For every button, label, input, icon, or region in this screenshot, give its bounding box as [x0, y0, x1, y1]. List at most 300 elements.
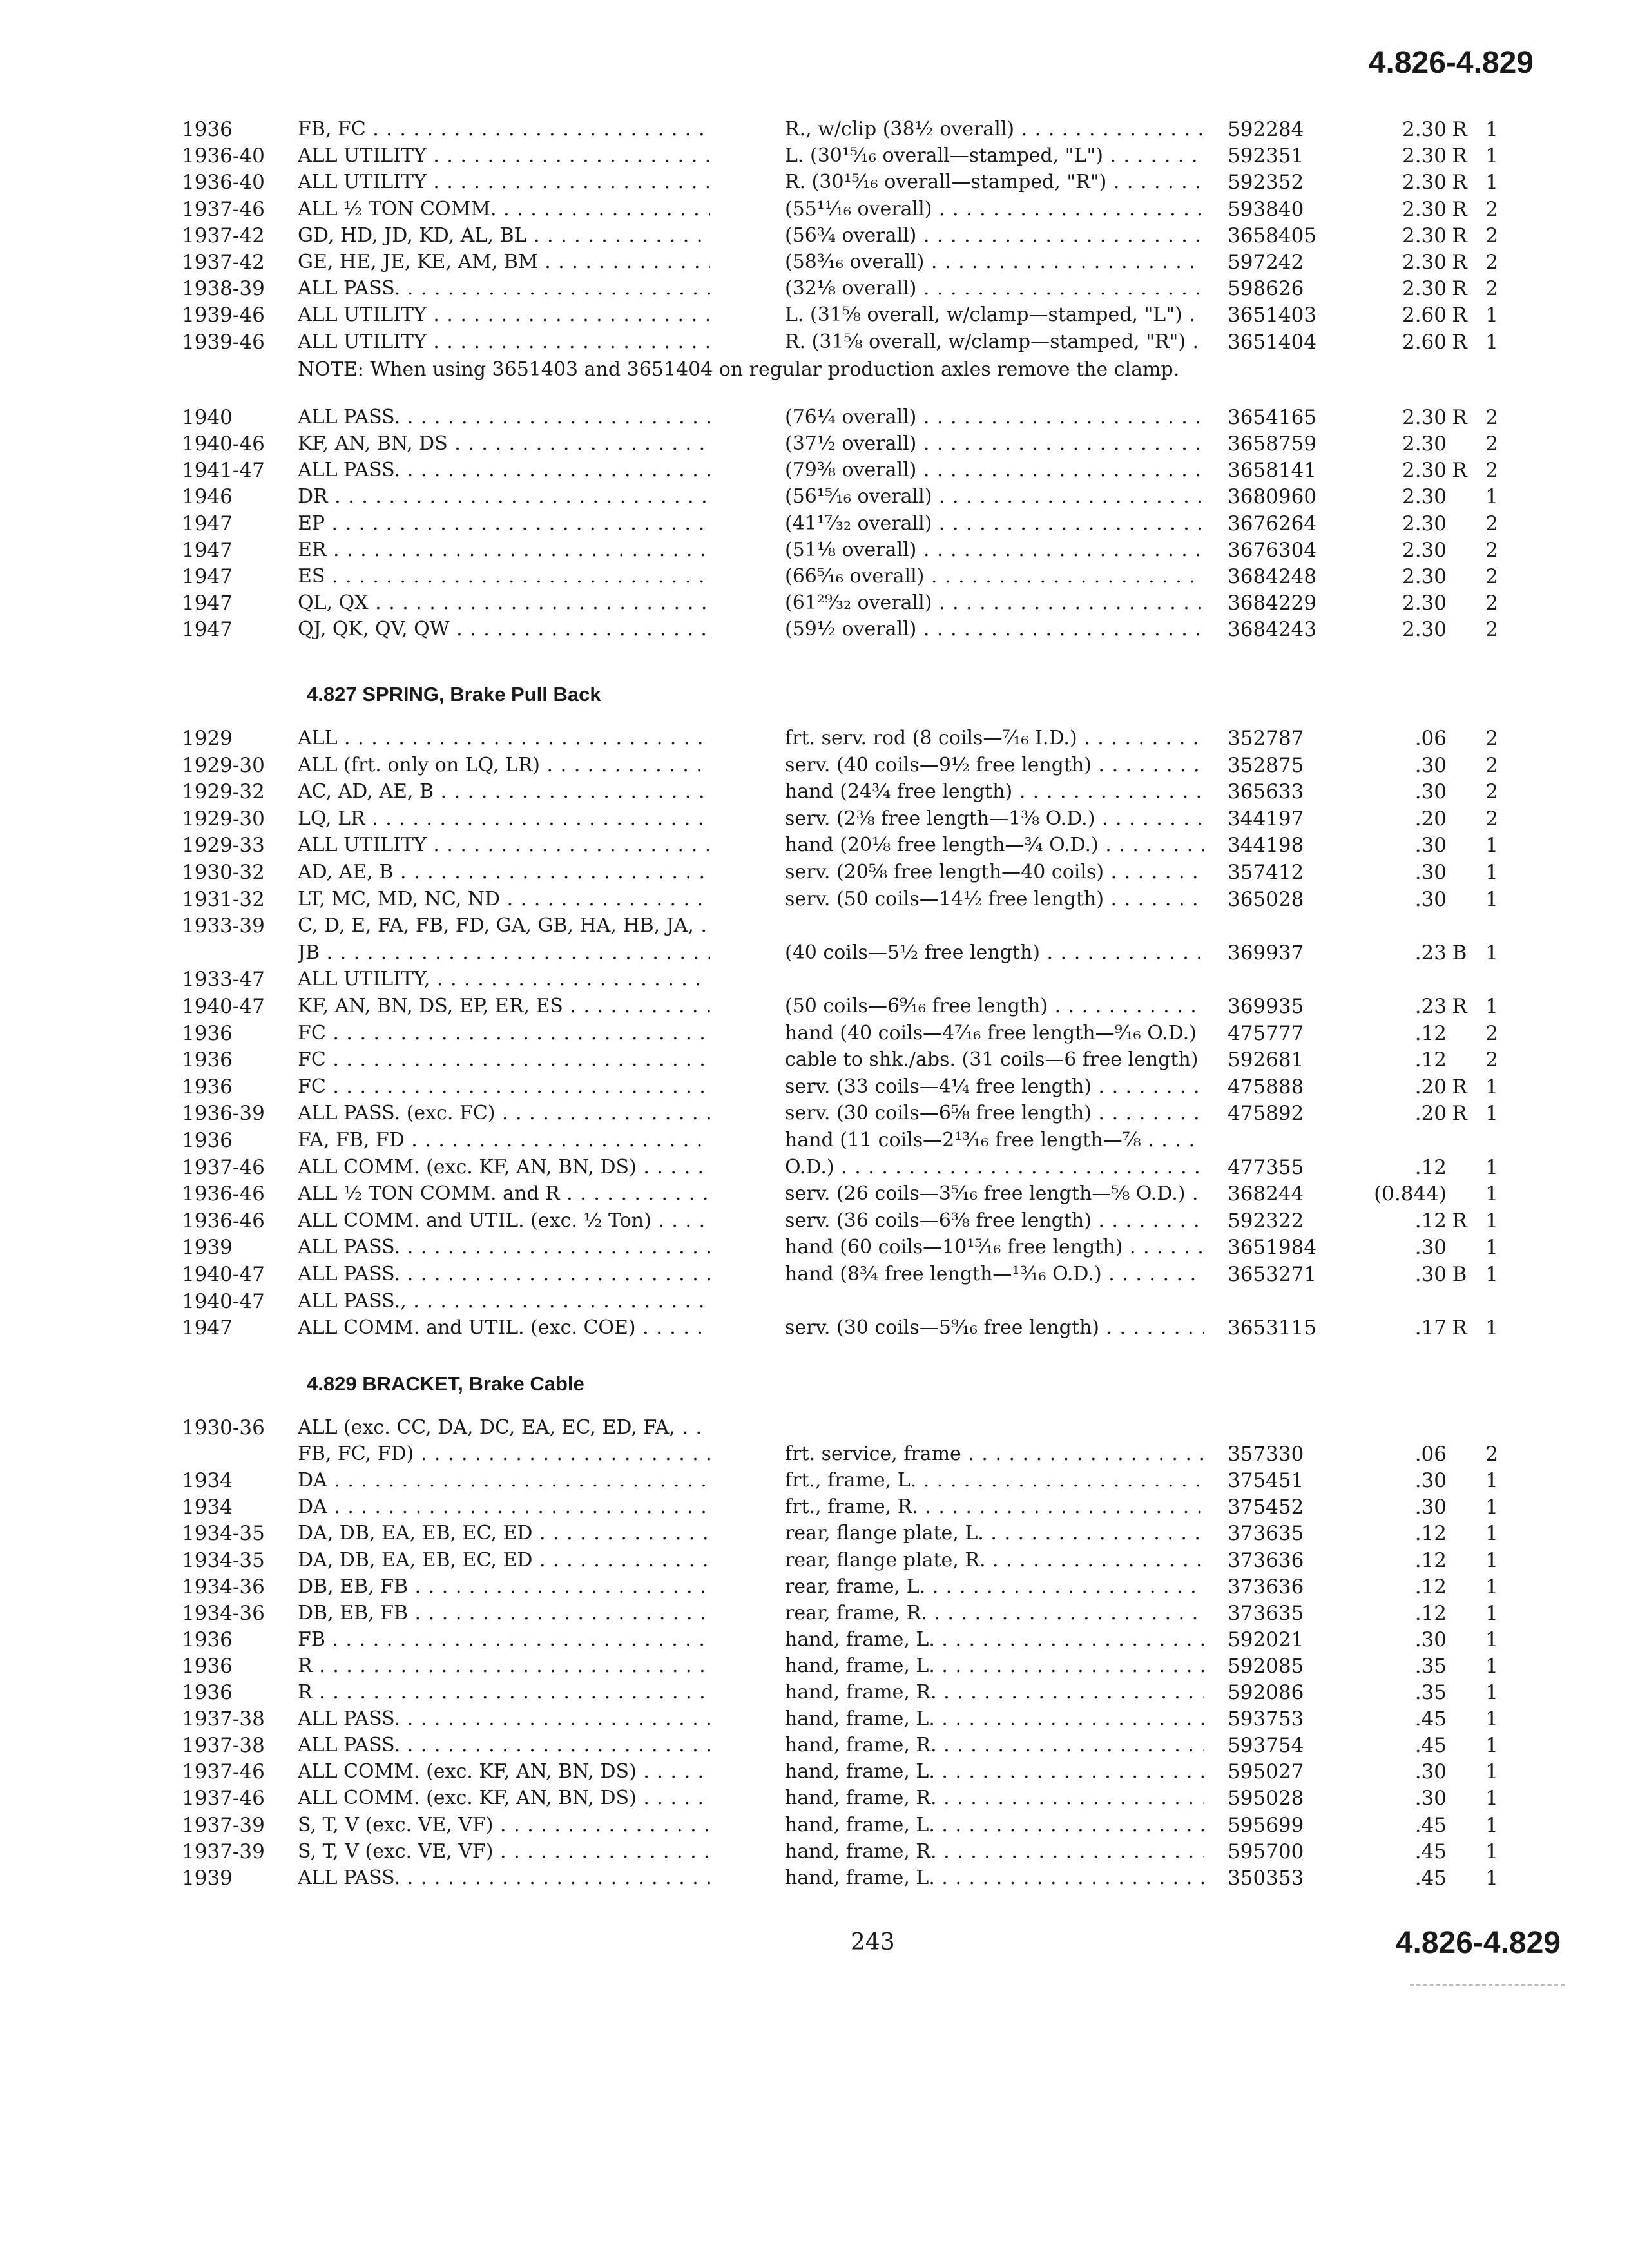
parts-row [0, 1102, 1629, 1129]
cell-qty: 1 [1485, 995, 1498, 1018]
cell-year: 1937-42 [182, 251, 265, 274]
cell-part: 3658141 [1228, 459, 1317, 483]
cell-models: ALL UTILITY . . . [298, 171, 710, 193]
cell-price: (0.844) [1374, 1182, 1447, 1206]
cell-price: .12 [1414, 1155, 1447, 1179]
cell-qty: 1 [1485, 1316, 1498, 1340]
cell-code: R [1452, 118, 1467, 141]
cell-qty: 2 [1485, 432, 1498, 456]
cell-desc: (56¾ overall) . . . [785, 224, 1204, 247]
cell-models: ALL ½ TON COMM. and R . . . [298, 1182, 710, 1205]
cell-desc: serv. (30 coils—5⁹⁄₁₆ free length) . . . [785, 1316, 1204, 1339]
cell-part: 357412 [1228, 861, 1304, 884]
cell-year: 1934-36 [182, 1575, 265, 1599]
cell-models: ALL ½ TON COMM. . . . [298, 198, 710, 220]
cell-code: R [1452, 405, 1467, 429]
cell-year: 1936-39 [182, 1102, 265, 1126]
cell-year: 1939-46 [182, 303, 265, 327]
cell-year: 1947 [182, 538, 233, 562]
cell-desc: L. (31⅝ overall, w/clamp—stamped, "L") . . . [785, 303, 1204, 326]
cell-qty: 1 [1485, 303, 1498, 327]
parts-row [0, 995, 1629, 1022]
cell-qty: 2 [1485, 618, 1498, 642]
parts-row [0, 1263, 1629, 1290]
cell-qty: 1 [1485, 1182, 1498, 1206]
cell-models: C, D, E, FA, FB, FD, GA, GB, HA, HB, JA, . . . [298, 914, 710, 937]
cell-price: 2.30 [1402, 118, 1447, 141]
cell-qty: 2 [1485, 197, 1498, 221]
cell-qty: 1 [1485, 1681, 1498, 1704]
cell-models: KF, AN, BN, DS . . . [298, 432, 710, 455]
cell-price: .12 [1414, 1021, 1447, 1045]
cell-price: 2.30 [1402, 224, 1447, 247]
parts-row [0, 1075, 1629, 1102]
cell-price: 2.30 [1402, 459, 1447, 483]
cell-price: 2.30 [1402, 197, 1447, 221]
cell-code: R [1452, 1209, 1467, 1233]
section-heading-4.827: 4.827 SPRING, Brake Pull Back [307, 683, 601, 706]
cell-desc: (61²⁹⁄₃₂ overall) . . . [785, 591, 1204, 614]
cell-desc: frt., frame, L. . . . [785, 1469, 1204, 1492]
cell-part: 3680960 [1228, 485, 1317, 509]
parts-row [0, 512, 1629, 539]
parts-row [0, 861, 1629, 888]
cell-part: 592351 [1228, 144, 1304, 168]
cell-desc: hand, frame, R. . . . [785, 1681, 1204, 1704]
parts-row [0, 118, 1629, 145]
cell-price: .20 [1414, 1075, 1447, 1099]
parts-row [0, 1549, 1629, 1576]
cell-price: .23 [1414, 995, 1447, 1018]
cell-year: 1937-46 [182, 1787, 265, 1811]
parts-row [0, 807, 1629, 834]
parts-row [0, 1495, 1629, 1523]
cell-price: .17 [1414, 1316, 1447, 1340]
cell-desc: serv. (26 coils—3⁵⁄₁₆ free length—⅝ O.D.) . . . [785, 1182, 1204, 1205]
cell-qty: 1 [1485, 144, 1498, 168]
cell-price: 2.30 [1402, 618, 1447, 642]
cell-year: 1934 [182, 1495, 233, 1519]
cell-price: .35 [1414, 1681, 1447, 1704]
cell-year: 1937-46 [182, 1760, 265, 1784]
cell-qty: 1 [1485, 1469, 1498, 1493]
cell-price: .30 [1414, 780, 1447, 804]
cell-part: 597242 [1228, 251, 1304, 274]
cell-desc: hand (8¾ free length—¹³⁄₁₆ O.D.) . . . [785, 1263, 1204, 1285]
parts-row [0, 941, 1629, 968]
cell-part: 3653271 [1228, 1263, 1317, 1286]
cell-qty: 1 [1485, 485, 1498, 509]
cell-qty: 2 [1485, 251, 1498, 274]
cell-qty: 2 [1485, 807, 1498, 831]
cell-year: 1947 [182, 618, 233, 642]
cell-price: .45 [1414, 1866, 1447, 1890]
cell-part: 373635 [1228, 1601, 1304, 1625]
parts-row [0, 1209, 1629, 1236]
cell-price: .12 [1414, 1548, 1447, 1572]
cell-price: 2.30 [1402, 171, 1447, 195]
cell-desc: hand (60 coils—10¹⁵⁄₁₆ free length) . . . [785, 1236, 1204, 1258]
cell-part: 592085 [1228, 1654, 1304, 1678]
cell-price: .20 [1414, 807, 1447, 831]
cell-year: 1930-36 [182, 1416, 265, 1439]
cell-models: ALL UTILITY . . . [298, 303, 710, 326]
cell-qty: 1 [1485, 330, 1498, 354]
cell-part: 3651403 [1228, 303, 1317, 327]
cell-part: 352787 [1228, 727, 1304, 750]
cell-desc: hand, frame, L. . . . [785, 1655, 1204, 1677]
cell-part: 369937 [1228, 941, 1304, 965]
parts-row [0, 1048, 1629, 1075]
cell-desc: (59½ overall) . . . [785, 618, 1204, 640]
cell-models: ALL UTILITY, . . . [298, 968, 710, 990]
cell-models: ALL PASS. . . . [298, 1263, 710, 1285]
cell-models: ALL PASS. . . . [298, 1236, 710, 1258]
cell-price: .23 [1414, 941, 1447, 965]
cell-year: 1933-39 [182, 914, 265, 938]
cell-models: R . . . [298, 1655, 710, 1677]
cell-desc: serv. (40 coils—9½ free length) . . . [785, 754, 1204, 776]
cell-year: 1936-40 [182, 171, 265, 195]
cell-year: 1936 [182, 1129, 233, 1152]
cell-desc: hand, frame, L. . . . [785, 1707, 1204, 1730]
cell-price: .06 [1414, 727, 1447, 750]
cell-code: R [1452, 1316, 1467, 1340]
cell-part: 365028 [1228, 887, 1304, 911]
cell-models: ALL PASS. . . . [298, 459, 710, 481]
cell-price: 2.30 [1402, 565, 1447, 588]
parts-row [0, 618, 1629, 645]
parts-row [0, 1522, 1629, 1549]
cell-year: 1936-40 [182, 144, 265, 168]
cell-models: EP . . . [298, 512, 710, 535]
cell-qty: 1 [1485, 1734, 1498, 1758]
cell-models: ALL COMM. and UTIL. (exc. ½ Ton) . . . [298, 1209, 710, 1232]
cell-part: 373636 [1228, 1548, 1304, 1572]
cell-code: R [1452, 459, 1467, 483]
cell-desc: hand, frame, L. . . . [785, 1628, 1204, 1651]
cell-qty: 1 [1485, 1575, 1498, 1599]
cell-year: 1936-46 [182, 1182, 265, 1206]
cell-models: ALL PASS., . . . [298, 1290, 710, 1312]
cell-models: ER . . . [298, 539, 710, 561]
cell-price: 2.30 [1402, 144, 1447, 168]
cell-models: DA . . . [298, 1469, 710, 1492]
cell-year: 1934-35 [182, 1548, 265, 1572]
cell-desc: L. (30¹⁵⁄₁₆ overall—stamped, "L") . . . [785, 144, 1204, 167]
cell-desc: R. (31⅝ overall, w/clamp—stamped, "R") . . . [785, 331, 1204, 353]
cell-price: 2.30 [1402, 485, 1447, 509]
cell-models: ALL PASS. (exc. FC) . . . [298, 1102, 710, 1124]
cell-year: 1936 [182, 1048, 233, 1072]
cell-qty: 1 [1485, 861, 1498, 884]
section-heading-4.829: 4.829 BRACKET, Brake Cable [307, 1372, 584, 1395]
cell-code: B [1452, 1263, 1467, 1286]
cell-desc: cable to shk./abs. (31 coils—6 free length) . . . [785, 1048, 1204, 1071]
cell-qty: 1 [1485, 941, 1498, 965]
parts-row [0, 1316, 1629, 1343]
parts-row [0, 914, 1629, 941]
cell-part: 357330 [1228, 1443, 1304, 1466]
cell-models: R . . . [298, 1681, 710, 1704]
cell-qty: 1 [1485, 1787, 1498, 1811]
cell-qty: 1 [1485, 1236, 1498, 1260]
cell-year: 1934-35 [182, 1522, 265, 1546]
cell-part: 344198 [1228, 834, 1304, 858]
cell-desc: rear, frame, R. . . . [785, 1602, 1204, 1624]
cell-models: ALL COMM. and UTIL. (exc. COE) . . . [298, 1316, 710, 1339]
cell-year: 1936 [182, 1628, 233, 1651]
cell-part: 592352 [1228, 171, 1304, 195]
cell-price: .30 [1414, 1628, 1447, 1651]
cell-qty: 2 [1485, 224, 1498, 247]
cell-part: 595699 [1228, 1813, 1304, 1837]
cell-price: .30 [1414, 1263, 1447, 1286]
parts-row [0, 834, 1629, 861]
cell-year: 1931-32 [182, 887, 265, 911]
parts-row [0, 1575, 1629, 1602]
cell-year: 1934 [182, 1469, 233, 1493]
cell-year: 1929-33 [182, 834, 265, 858]
cell-price: .30 [1414, 1236, 1447, 1260]
cell-qty: 2 [1485, 1443, 1498, 1466]
parts-row [0, 1290, 1629, 1317]
cell-price: .45 [1414, 1813, 1447, 1837]
cell-price: .45 [1414, 1840, 1447, 1863]
cell-code: R [1452, 1102, 1467, 1126]
cell-desc: serv. (20⅝ free length—40 coils) . . . [785, 861, 1204, 883]
cell-qty: 1 [1485, 887, 1498, 911]
cell-models: ALL COMM. (exc. KF, AN, BN, DS) . . . [298, 1156, 710, 1178]
cell-price: .30 [1414, 1469, 1447, 1493]
cell-price: .30 [1414, 887, 1447, 911]
cell-desc: R., w/clip (38½ overall) . . . [785, 118, 1204, 140]
cell-year: 1930-32 [182, 861, 265, 884]
cell-price: 2.30 [1402, 538, 1447, 562]
parts-row [0, 539, 1629, 566]
cell-year: 1937-38 [182, 1707, 265, 1731]
parts-row [0, 1840, 1629, 1867]
cell-desc: (51⅛ overall) . . . [785, 539, 1204, 561]
cell-price: .30 [1414, 861, 1447, 884]
cell-price: 2.30 [1402, 251, 1447, 274]
cell-qty: 1 [1485, 1840, 1498, 1863]
cell-year: 1947 [182, 512, 233, 535]
cell-qty: 1 [1485, 171, 1498, 195]
cell-price: .12 [1414, 1601, 1447, 1625]
cell-desc: hand (20⅛ free length—¾ O.D.) . . . [785, 834, 1204, 856]
parts-row [0, 780, 1629, 807]
cell-desc: frt. serv. rod (8 coils—⁷⁄₁₆ I.D.) . . . [785, 727, 1204, 749]
cell-desc: hand, frame, R. . . . [785, 1840, 1204, 1863]
parts-row [0, 406, 1629, 433]
cell-year: 1947 [182, 591, 233, 615]
cell-models: ALL UTILITY . . . [298, 144, 710, 167]
cell-year: 1936 [182, 1681, 233, 1704]
cell-price: .12 [1414, 1522, 1447, 1546]
cell-models: ALL PASS. . . . [298, 1734, 710, 1756]
cell-qty: 1 [1485, 834, 1498, 858]
cell-year: 1947 [182, 1316, 233, 1340]
cell-desc: serv. (30 coils—6⅝ free length) . . . [785, 1102, 1204, 1124]
cell-desc: (41¹⁷⁄₃₂ overall) . . . [785, 512, 1204, 535]
parts-row [0, 1655, 1629, 1682]
cell-desc: hand, frame, R. . . . [785, 1734, 1204, 1756]
cell-year: 1936 [182, 118, 233, 141]
cell-qty: 2 [1485, 780, 1498, 804]
section-note: NOTE: When using 3651403 and 3651404 on regular production axles remove the clamp. [298, 358, 1180, 381]
parts-row [0, 1628, 1629, 1655]
cell-year: 1934-36 [182, 1601, 265, 1625]
cell-qty: 1 [1485, 1866, 1498, 1890]
cell-price: .12 [1414, 1575, 1447, 1599]
cell-desc: hand (24¾ free length) . . . [785, 780, 1204, 803]
cell-part: 3651984 [1228, 1236, 1317, 1260]
cell-qty: 2 [1485, 1021, 1498, 1045]
parts-row [0, 1867, 1629, 1894]
parts-row [0, 459, 1629, 486]
cell-price: 2.30 [1402, 591, 1447, 615]
cell-desc: (50 coils—6⁹⁄₁₆ free length) . . . [785, 995, 1204, 1017]
cell-desc: (58³⁄₁₆ overall) . . . [785, 251, 1204, 273]
cell-year: 1936 [182, 1654, 233, 1678]
parts-row [0, 565, 1629, 592]
cell-desc: serv. (36 coils—6³⁄₈ free length) . . . [785, 1209, 1204, 1232]
cell-desc: R. (30¹⁵⁄₁₆ overall—stamped, "R") . . . [785, 171, 1204, 193]
cell-qty: 1 [1485, 1760, 1498, 1784]
cell-year: 1929-32 [182, 780, 265, 804]
cell-price: .45 [1414, 1734, 1447, 1758]
cell-part: 598626 [1228, 277, 1304, 301]
parts-row [0, 1814, 1629, 1841]
cell-part: 375452 [1228, 1495, 1304, 1519]
cell-year: 1940-46 [182, 432, 265, 456]
cell-part: 595700 [1228, 1840, 1304, 1863]
cell-part: 3653115 [1228, 1316, 1317, 1340]
cell-part: 593754 [1228, 1734, 1304, 1758]
cell-desc: hand (40 coils—4⁷⁄₁₆ free length—⁹⁄₁₆ O.D.) . . . [785, 1022, 1204, 1044]
cell-models: ALL UTILITY . . . [298, 834, 710, 856]
cell-part: 350353 [1228, 1866, 1304, 1890]
cell-part: 3651404 [1228, 330, 1317, 354]
cell-part: 593840 [1228, 197, 1304, 221]
parts-row [0, 591, 1629, 619]
cell-models: ALL (frt. only on LQ, LR) . . . [298, 754, 710, 776]
cell-year: 1929-30 [182, 807, 265, 831]
cell-year: 1947 [182, 565, 233, 588]
cell-desc: (56¹⁵⁄₁₆ overall) . . . [785, 485, 1204, 508]
cell-desc: hand, frame, L. . . . [785, 1814, 1204, 1836]
cell-part: 475888 [1228, 1075, 1304, 1099]
page-number: 243 [851, 1929, 895, 1956]
cell-part: 3676264 [1228, 512, 1317, 535]
cell-qty: 2 [1485, 565, 1498, 588]
cell-part: 592086 [1228, 1681, 1304, 1704]
cell-qty: 1 [1485, 1522, 1498, 1546]
cell-qty: 1 [1485, 1209, 1498, 1233]
cell-part: 3676304 [1228, 538, 1317, 562]
cell-desc: O.D.) . . . [785, 1156, 1204, 1178]
cell-qty: 1 [1485, 1707, 1498, 1731]
cell-part: 475777 [1228, 1021, 1304, 1045]
cell-models: GD, HD, JD, KD, AL, BL . . . [298, 224, 710, 247]
cell-models: ALL (exc. CC, DA, DC, EA, EC, ED, FA, . . . [298, 1416, 710, 1439]
cell-desc: frt. service, frame . . . [785, 1443, 1204, 1465]
cell-price: .30 [1414, 1495, 1447, 1519]
cell-code: R [1452, 224, 1467, 247]
parts-row [0, 1602, 1629, 1629]
cell-models: ALL COMM. (exc. KF, AN, BN, DS) . . . [298, 1760, 710, 1783]
cell-year: 1937-46 [182, 197, 265, 221]
cell-desc: hand (11 coils—2¹³⁄₁₆ free length—⅞ . . . [785, 1129, 1204, 1151]
cell-year: 1929 [182, 727, 233, 750]
cell-price: .12 [1414, 1048, 1447, 1072]
parts-row [0, 198, 1629, 225]
cell-year: 1939 [182, 1236, 233, 1260]
cell-models: FB . . . [298, 1628, 710, 1651]
cell-models: ALL PASS. . . . [298, 277, 710, 300]
cell-qty: 1 [1485, 1075, 1498, 1099]
cell-part: 595028 [1228, 1787, 1304, 1811]
cell-price: 2.30 [1402, 432, 1447, 456]
cell-qty: 1 [1485, 118, 1498, 141]
cell-desc: hand, frame, L. . . . [785, 1867, 1204, 1889]
cell-year: 1939 [182, 1866, 233, 1890]
cell-models: S, T, V (exc. VE, VF) . . . [298, 1840, 710, 1863]
cell-models: S, T, V (exc. VE, VF) . . . [298, 1814, 710, 1836]
cell-qty: 2 [1485, 727, 1498, 750]
parts-row [0, 303, 1629, 331]
cell-desc: (40 coils—5½ free length) . . . [785, 941, 1204, 964]
cell-year: 1940-47 [182, 1263, 265, 1286]
cell-models: DB, EB, FB . . . [298, 1575, 710, 1598]
parts-row [0, 1469, 1629, 1496]
cell-desc: (66⁵⁄₁₆ overall) . . . [785, 565, 1204, 588]
cell-desc: serv. (2⅜ free length—1⅜ O.D.) . . . [785, 807, 1204, 830]
cell-price: .30 [1414, 1760, 1447, 1784]
cell-part: 593753 [1228, 1707, 1304, 1731]
cell-desc: (37½ overall) . . . [785, 432, 1204, 455]
cell-models: LQ, LR . . . [298, 807, 710, 830]
cell-part: 344197 [1228, 807, 1304, 831]
cell-code: R [1452, 303, 1467, 327]
parts-row [0, 171, 1629, 198]
cell-models: AC, AD, AE, B . . . [298, 780, 710, 803]
cell-models: DR . . . [298, 485, 710, 508]
cell-models: DB, EB, FB . . . [298, 1602, 710, 1624]
cell-qty: 2 [1485, 459, 1498, 483]
cell-qty: 1 [1485, 1102, 1498, 1126]
cell-models: FB, FC . . . [298, 118, 710, 140]
parts-row [0, 754, 1629, 781]
cell-year: 1937-42 [182, 224, 265, 247]
cell-price: 2.30 [1402, 405, 1447, 429]
cell-code: R [1452, 330, 1467, 354]
cell-part: 592284 [1228, 118, 1304, 141]
cell-models: JB . . . [298, 941, 710, 964]
parts-row [0, 1182, 1629, 1209]
cell-part: 3684229 [1228, 591, 1317, 615]
cell-qty: 2 [1485, 405, 1498, 429]
parts-row [0, 1734, 1629, 1761]
parts-row [0, 888, 1629, 915]
cell-part: 368244 [1228, 1182, 1304, 1206]
cell-price: .20 [1414, 1102, 1447, 1126]
cell-year: 1936 [182, 1021, 233, 1045]
cell-year: 1941-47 [182, 459, 265, 483]
cell-code: R [1452, 197, 1467, 221]
cell-qty: 1 [1485, 1813, 1498, 1837]
